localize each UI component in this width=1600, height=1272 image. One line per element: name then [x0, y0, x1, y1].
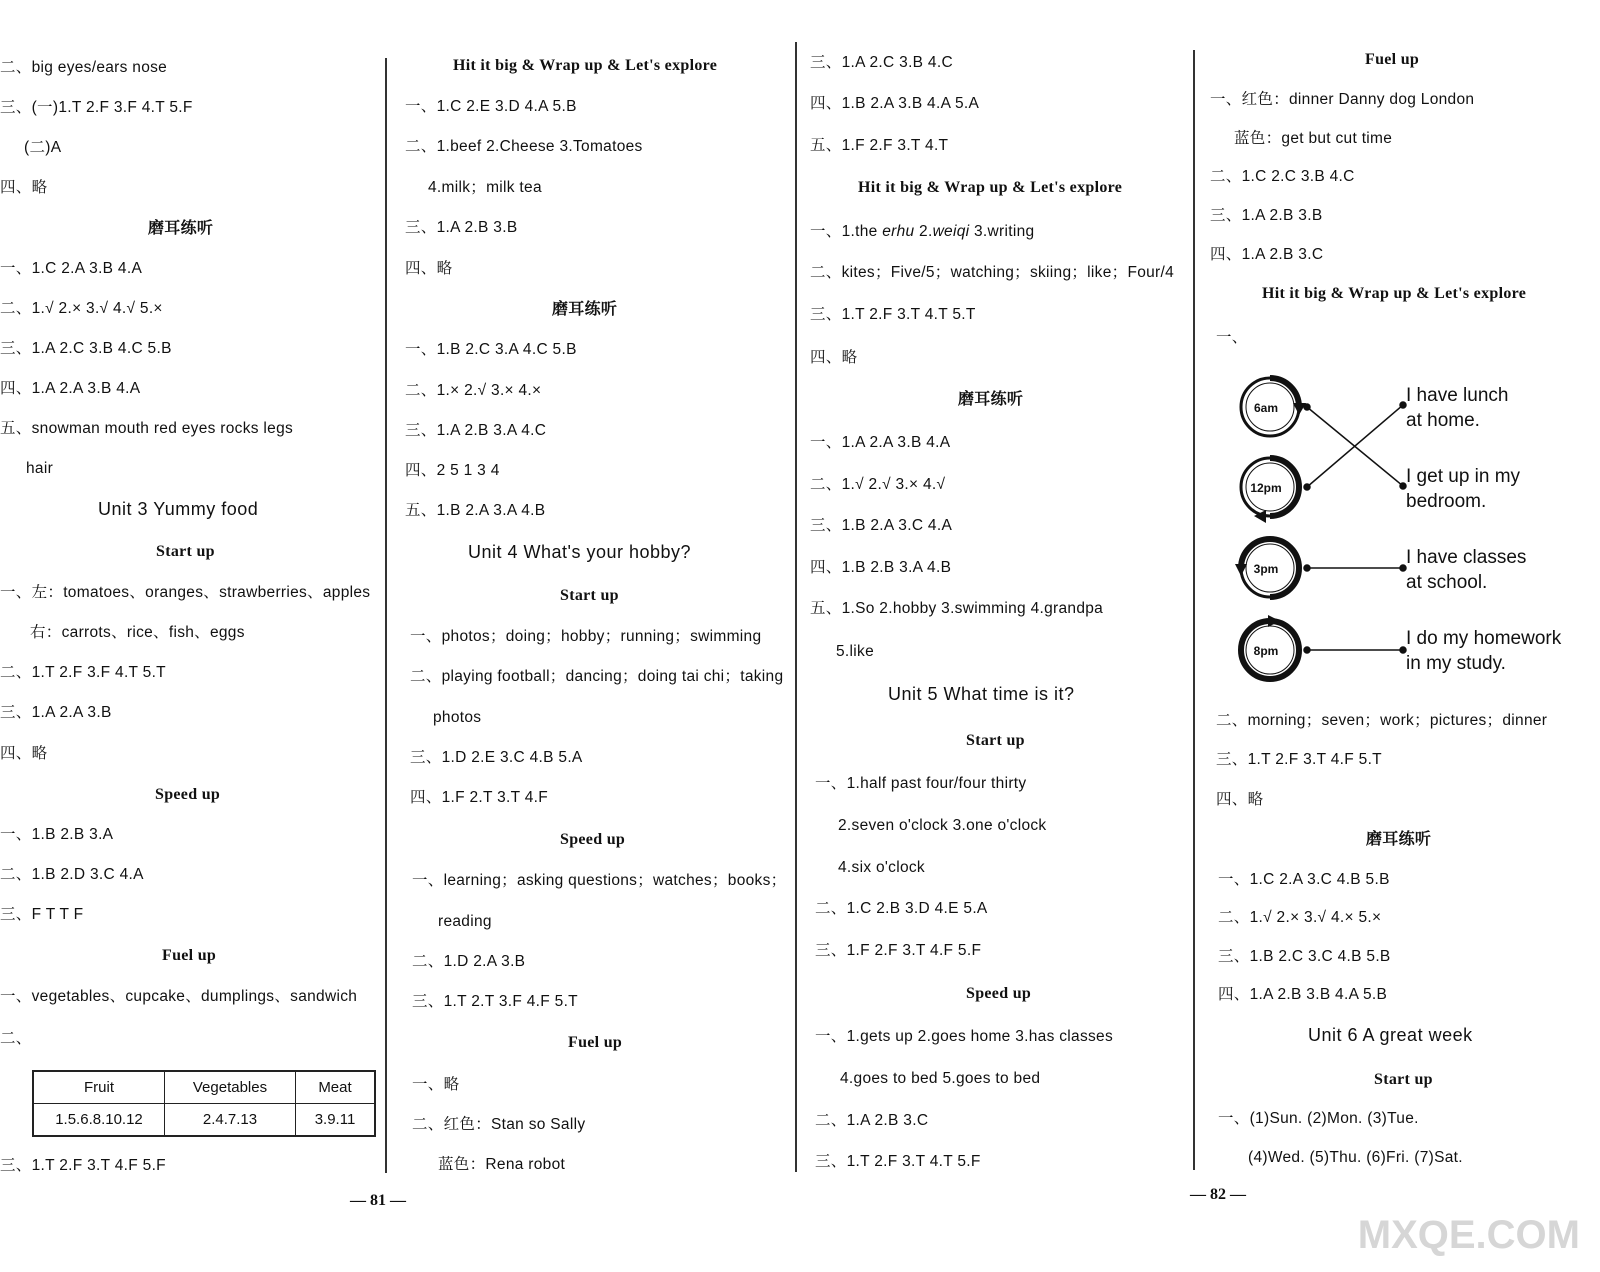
activity-phrase: [1406, 464, 1520, 514]
section-heading: Fuel up: [162, 947, 217, 964]
clock-time-label: 8pm: [1253, 644, 1279, 658]
phrase-line: at school.: [1406, 572, 1488, 593]
answer-line: 一、红色：dinner Danny dog London: [1210, 91, 1475, 108]
answer-line: 一、1.A 2.A 3.B 4.A: [810, 434, 951, 451]
answer-line: 三、1.A 2.C 3.B 4.C 5.B: [0, 340, 172, 357]
answer-line: 三、1.A 2.B 3.B: [1210, 207, 1323, 224]
answer-line: 五、1.So 2.hobby 3.swimming 4.grandpa: [810, 600, 1104, 617]
answer-line: 四、2 5 1 3 4: [405, 462, 500, 479]
answer-line: 五、snowman mouth red eyes rocks legs: [0, 420, 294, 437]
section-heading: Start up: [1374, 1071, 1433, 1088]
answer-column-3: [810, 0, 1200, 1272]
section-heading: Hit it big & Wrap up & Let's explore: [453, 57, 718, 74]
phrase-line: in my study.: [1406, 653, 1506, 674]
section-heading: 磨耳练听: [958, 391, 1024, 408]
answer-line: 一、1.C 2.E 3.D 4.A 5.B: [405, 98, 577, 115]
section-heading: Speed up: [155, 786, 221, 803]
answer-line: 四、略: [810, 349, 858, 366]
answer-line: 一、1.C 2.A 3.B 4.A: [0, 260, 143, 277]
watermark: MXQE.COM: [1357, 1213, 1580, 1257]
answer-line: 4.goes to bed 5.goes to bed: [840, 1070, 1041, 1087]
answer-line: 三、1.T 2.F 3.T 4.F 5.T: [1216, 751, 1382, 768]
answer-line: 一、(1)Sun. (2)Mon. (3)Tue.: [1218, 1110, 1419, 1127]
page-number-81: — 81 —: [350, 1192, 406, 1209]
section-heading: Start up: [156, 543, 215, 560]
clock-time-label: 12pm: [1250, 481, 1282, 495]
answer-line: 一、左：tomatoes、oranges、strawberries、apples: [0, 584, 371, 601]
answer-line: 一、1.C 2.A 3.C 4.B 5.B: [1218, 871, 1390, 888]
phrase-line: bedroom.: [1406, 491, 1487, 512]
answer-line: 三、1.T 2.F 3.T 4.F 5.F: [0, 1157, 166, 1174]
table-cell: 3.9.11: [296, 1104, 376, 1137]
answer-line: 三、1.F 2.F 3.T 4.F 5.F: [815, 942, 982, 959]
unit-title: Unit 3 Yummy food: [98, 499, 259, 519]
page-number-82: — 82 —: [1190, 1186, 1246, 1203]
table-cell: 2.4.7.13: [165, 1104, 296, 1137]
answer-line: [810, 222, 1034, 242]
answer-line: 二、1.C 2.B 3.D 4.E 5.A: [815, 900, 988, 917]
answer-line: 一、: [1216, 329, 1248, 346]
answer-line: 4.milk；milk tea: [428, 179, 542, 196]
unit-title: Unit 6 A great week: [1308, 1025, 1473, 1045]
section-heading: Hit it big & Wrap up & Let's explore: [1262, 285, 1527, 302]
answer-line: 二、1.A 2.B 3.C: [815, 1112, 929, 1129]
answer-line: 四、略: [1216, 791, 1264, 808]
section-heading: Hit it big & Wrap up & Let's explore: [858, 179, 1123, 196]
phrase-line: I have lunch: [1406, 385, 1509, 406]
table-header-cell: Meat: [296, 1071, 376, 1104]
answer-part: 3.writing: [969, 223, 1035, 240]
phrase-line: I have classes: [1406, 547, 1527, 568]
answer-line: photos: [433, 709, 482, 726]
answer-line: 二、big eyes/ears nose: [0, 59, 168, 76]
answer-line: 一、vegetables、cupcake、dumplings、sandwich: [0, 988, 358, 1005]
answer-line: 二、kites；Five/5；watching；skiing；like；Four/4: [810, 264, 1175, 281]
table-header-row: [33, 1071, 375, 1104]
answer-line: 二、1.× 2.√ 3.× 4.×: [405, 382, 542, 399]
answer-column-2: [350, 0, 800, 1272]
section-heading: Speed up: [560, 831, 626, 848]
answer-column-1: [0, 0, 390, 1272]
activity-phrase: [1406, 383, 1508, 433]
answer-line: 二、1.√ 2.× 3.√ 4.√ 5.×: [0, 300, 163, 317]
answer-line: 四、1.A 2.A 3.B 4.A: [0, 380, 141, 397]
answer-line: 二、1.C 2.C 3.B 4.C: [1210, 168, 1355, 185]
answer-line: 二、1.beef 2.Cheese 3.Tomatoes: [405, 138, 643, 155]
answer-line: 三、1.A 2.A 3.B: [0, 704, 112, 721]
answer-line: 二、1.√ 2.√ 3.× 4.√: [810, 476, 946, 493]
answer-line: 四、1.F 2.T 3.T 4.F: [410, 789, 549, 806]
answer-line: 三、1.B 2.A 3.C 4.A: [810, 517, 953, 534]
food-category-table: [32, 1070, 376, 1137]
answer-line: 2.seven o'clock 3.one o'clock: [838, 817, 1047, 834]
answer-line: 三、1.A 2.B 3.A 4.C: [405, 422, 547, 439]
phrase-line: I do my homework: [1406, 628, 1562, 649]
answer-line: 蓝色：get but cut time: [1234, 130, 1393, 147]
answer-line: 一、略: [412, 1076, 460, 1093]
activity-phrase: [1406, 626, 1561, 676]
answer-line: reading: [438, 913, 492, 930]
answer-line: 三、1.T 2.F 3.T 4.T 5.T: [810, 306, 976, 323]
answer-line: 三、F T T F: [0, 906, 84, 923]
answer-line: 四、1.A 2.B 3.B 4.A 5.B: [1218, 986, 1388, 1003]
answer-line: 一、photos；doing；hobby；running；swimming: [410, 628, 762, 645]
table-row: [33, 1104, 375, 1137]
answer-part: weiqi: [932, 223, 970, 240]
answer-line: 三、1.A 2.B 3.B: [405, 219, 518, 236]
answer-line: 5.like: [836, 643, 874, 660]
answer-line: 二、: [0, 1030, 32, 1047]
answer-line: 二、红色：Stan so Sally: [412, 1116, 586, 1133]
answer-line: 二、1.√ 2.× 3.√ 4.× 5.×: [1218, 909, 1382, 926]
matching-lines: [1304, 402, 1406, 653]
answer-line: (二)A: [24, 139, 62, 156]
answer-line: 一、1.B 2.C 3.A 4.C 5.B: [405, 341, 577, 358]
answer-line: 一、1.B 2.B 3.A: [0, 826, 114, 843]
answer-line: 四、略: [0, 179, 48, 196]
answer-line: 三、1.A 2.C 3.B 4.C: [810, 54, 953, 71]
answer-line: 二、1.T 2.F 3.F 4.T 5.T: [0, 664, 166, 681]
answer-part: erhu: [882, 223, 915, 240]
activity-phrase: [1406, 545, 1526, 595]
answer-line: 三、1.D 2.E 3.C 4.B 5.A: [410, 749, 583, 766]
answer-line: 四、1.B 2.A 3.B 4.A 5.A: [810, 95, 980, 112]
unit-title: Unit 4 What's your hobby?: [468, 542, 692, 562]
answer-line: 四、1.B 2.B 3.A 4.B: [810, 559, 952, 576]
section-heading: Speed up: [966, 985, 1032, 1002]
table-header-cell: Vegetables: [165, 1071, 296, 1104]
answer-line: 二、playing football；dancing；doing tai chi；taking: [410, 668, 784, 685]
answer-line: 右：carrots、rice、fish、eggs: [30, 624, 245, 641]
section-heading: 磨耳练听: [148, 220, 214, 237]
answer-line: 三、1.T 2.F 3.T 4.T 5.F: [815, 1153, 981, 1170]
answer-line: hair: [26, 460, 54, 477]
answer-line: 四、略: [405, 260, 453, 277]
answer-line: 四、1.A 2.B 3.C: [1210, 246, 1324, 263]
answer-part: 2.: [914, 223, 933, 240]
answer-line: 三、1.T 2.T 3.F 4.F 5.T: [412, 993, 578, 1010]
answer-line: 二、1.B 2.D 3.C 4.A: [0, 866, 144, 883]
answer-line: 五、1.B 2.A 3.A 4.B: [405, 502, 546, 519]
clock-time-label: 3pm: [1253, 562, 1279, 576]
section-heading: Start up: [560, 587, 619, 604]
answer-line: 一、1.half past four/four thirty: [815, 775, 1027, 792]
table-cell: 1.5.6.8.10.12: [33, 1104, 165, 1137]
section-heading: Fuel up: [1365, 51, 1420, 68]
answer-column-4: [1190, 0, 1600, 1272]
unit-title: Unit 5 What time is it?: [888, 684, 1075, 704]
phrase-line: at home.: [1406, 410, 1480, 431]
answer-line: 五、1.F 2.F 3.T 4.T: [810, 137, 949, 154]
table-header-cell: Fruit: [33, 1071, 165, 1104]
clock-time-label: 6am: [1253, 401, 1279, 415]
answer-line: 三、(一)1.T 2.F 3.F 4.T 5.F: [0, 99, 193, 116]
answer-line: 4.six o'clock: [838, 859, 925, 876]
answer-line: 蓝色：Rena robot: [438, 1156, 566, 1173]
answer-line: 二、morning；seven；work；pictures；dinner: [1216, 712, 1548, 729]
answer-line: 一、learning；asking questions；watches；books；: [412, 872, 787, 889]
answer-line: 一、1.gets up 2.goes home 3.has classes: [815, 1028, 1114, 1045]
section-heading: Start up: [966, 732, 1025, 749]
answer-part: 一、1.the: [810, 223, 883, 240]
answer-line: (4)Wed. (5)Thu. (6)Fri. (7)Sat.: [1248, 1149, 1463, 1166]
phrase-line: I get up in my: [1406, 466, 1521, 487]
answer-line: 四、略: [0, 745, 48, 762]
section-heading: 磨耳练听: [552, 301, 618, 318]
section-heading: Fuel up: [568, 1034, 623, 1051]
section-heading: 磨耳练听: [1366, 831, 1432, 848]
answer-line: 三、1.B 2.C 3.C 4.B 5.B: [1218, 948, 1391, 965]
answer-line: 二、1.D 2.A 3.B: [412, 953, 526, 970]
